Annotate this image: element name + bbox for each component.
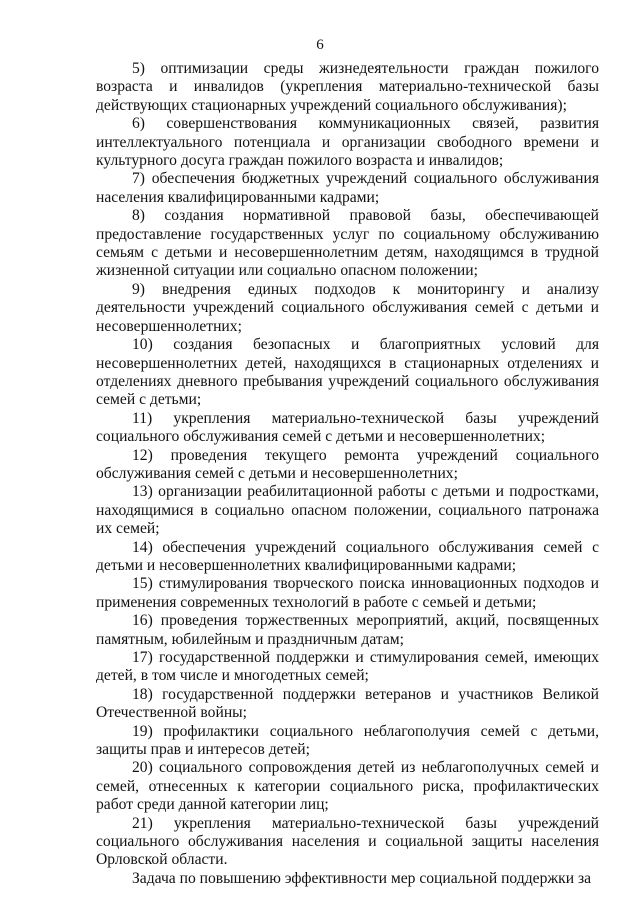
- paragraph-item-8: 8) создания нормативной правовой базы, обеспечивающей предоставление государственных услуг по социальному обслуживанию семьям с детьми и несовершеннолетним детям, находящимся в трудной жизненной ситуации или социально опасном положении;: [96, 207, 599, 280]
- paragraph-item-7: 7) обеспечения бюджетных учреждений социального обслуживания населения квалифицированными кадрами;: [96, 170, 599, 206]
- paragraph-item-17: 17) государственной поддержки и стимулирования семей, имеющих детей, в том числе и многодетных семей;: [96, 649, 599, 685]
- paragraph-item-18: 18) государственной поддержки ветеранов и участников Великой Отечественной войны;: [96, 685, 599, 722]
- paragraph-item-13: 13) организации реабилитационной работы с детьми и подростками, находящимися в социально опасном положении, социального патронажа их семей;: [96, 483, 599, 538]
- paragraph-item-19: 19) профилактики социального неблагополучия семей с детьми, защиты прав и интересов детей;: [96, 722, 599, 759]
- document-body: [96, 60, 599, 888]
- paragraph-item-10: 10) создания безопасных и благоприятных условий для несовершеннолетних детей, находящихся в стационарных отделениях и отделениях дневного пребывания учреждений социального обслуживания семей с детьми;: [96, 336, 599, 409]
- paragraph-item-21: 21) укрепления материально-технической базы учреждений социального обслуживания населения и социальной защиты населения Орловской области.: [96, 814, 599, 869]
- paragraph-item-5: 5) оптимизации среды жизнедеятельности граждан пожилого возраста и инвалидов (укрепления материально-технической базы действующих стационарных учреждений социального обслуживания);: [96, 60, 599, 114]
- paragraph-item-11: 11) укрепления материально-технической базы учреждений социального обслуживания семей с детьми и несовершеннолетних;: [96, 409, 599, 446]
- paragraph-item-20: 20) социального сопровождения детей из неблагополучных семей и семей, отнесенных к категории социального риска, профилактических работ среди данной категории лиц;: [96, 759, 599, 814]
- page-number: 6: [316, 37, 324, 53]
- paragraph-item-14: 14) обеспечения учреждений социального обслуживания семей с детьми и несовершеннолетних квалифицированными кадрами;: [96, 538, 599, 574]
- paragraph-item-9: 9) внедрения единых подходов к мониторингу и анализу деятельности учреждений социального обслуживания семей с детьми и несовершеннолетних;: [96, 280, 599, 335]
- paragraph-item-16: 16) проведения торжественных мероприятий, акций, посвященных памятным, юбилейным и праздничным датам;: [96, 612, 599, 648]
- paragraph-task: Задача по повышению эффективности мер социальной поддержки за: [132, 869, 592, 887]
- paragraph-item-15: 15) стимулирования творческого поиска инновационных подходов и применения современных технологий в работе с семьей и детьми;: [96, 575, 599, 611]
- paragraph-item-12: 12) проведения текущего ремонта учреждений социального обслуживания семей с детьми и несовершеннолетних;: [96, 446, 599, 482]
- paragraph-item-6: 6) совершенствования коммуникационных связей, развития интеллектуального потенциала и организации свободного времени и культурного досуга граждан пожилого возраста и инвалидов;: [96, 115, 599, 170]
